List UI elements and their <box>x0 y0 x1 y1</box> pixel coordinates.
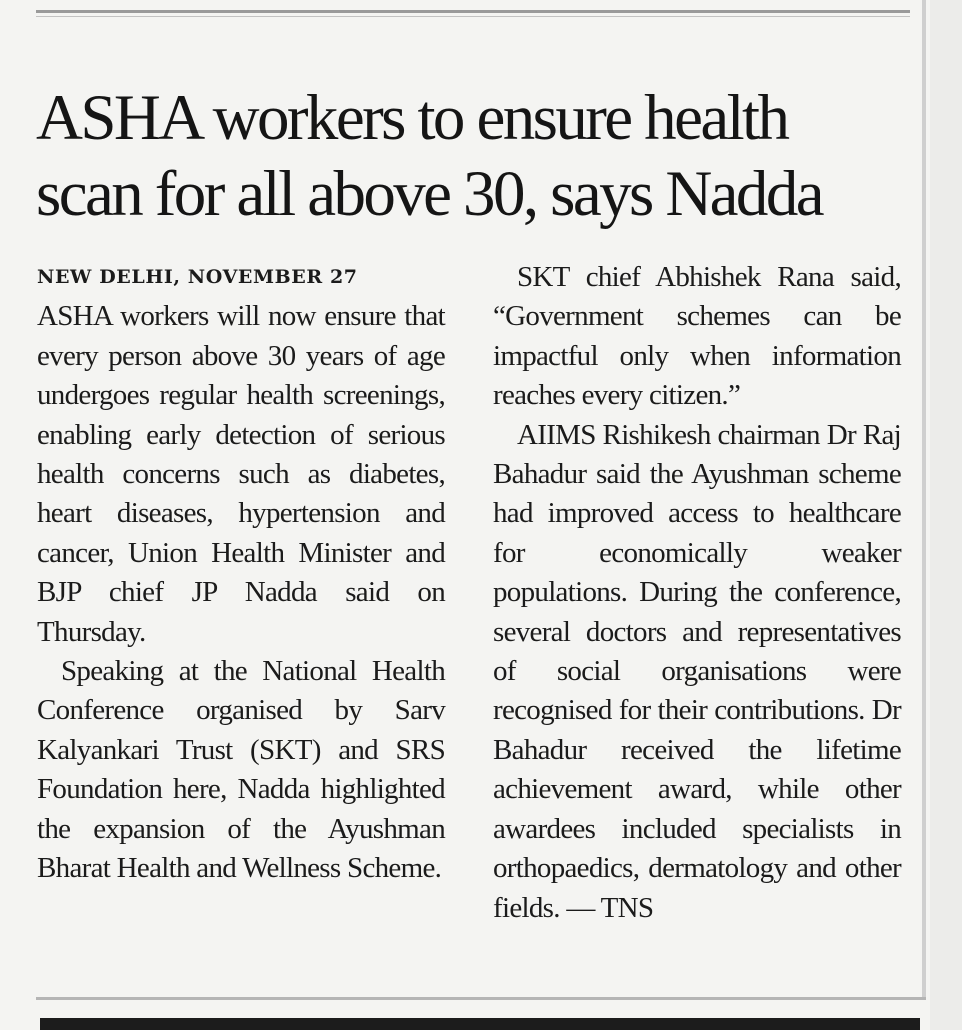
top-rule-thin <box>36 16 910 17</box>
paragraph-1: ASHA workers will now ensure that every person above 30 years of age undergoes regular health screenings, enabling early detection of serious health concerns such as diabetes, heart diseases, hypertension and cancer, Union Health Minister and BJP chief JP Nadda said on Thursday. <box>37 300 445 648</box>
paragraph-2: Speaking at the National Health Conference organised by Sarv Kalyankari Trust (SKT) and SRS Foundation here, Nadda highlighted the expansion of the Ayushman Bharat Health and Wellness Scheme. <box>37 655 445 885</box>
headline-line-1: ASHA workers to ensure health <box>36 82 788 154</box>
headline-line-2: scan for all above 30, says Nadda <box>36 158 822 230</box>
headline <box>36 80 916 232</box>
bottom-rule <box>36 997 926 1000</box>
page-margin <box>930 0 962 1030</box>
paragraph-4: AIIMS Rishikesh chairman Dr Raj Bahadur said the Ayushman scheme had improved access to healthcare for economically weaker populations. During the conference, several doctors and representatives of social organisations were recognised for their contributions. Dr Bahadur received the lifetime achievement award, while other awardees included specialists in orthopaedics, dermatology and other fields. — TNS <box>493 418 901 924</box>
next-article-edge <box>40 1018 920 1030</box>
top-rule <box>36 10 910 13</box>
dateline: NEW DELHI, NOVEMBER 27 <box>37 266 358 288</box>
paragraph-3: SKT chief Abhishek Rana said, “Government schemes can be impactful only when information reaches every citizen.” <box>493 261 901 412</box>
article-column-left <box>37 258 445 889</box>
article-column-right <box>493 258 901 928</box>
page-edge <box>922 0 926 998</box>
